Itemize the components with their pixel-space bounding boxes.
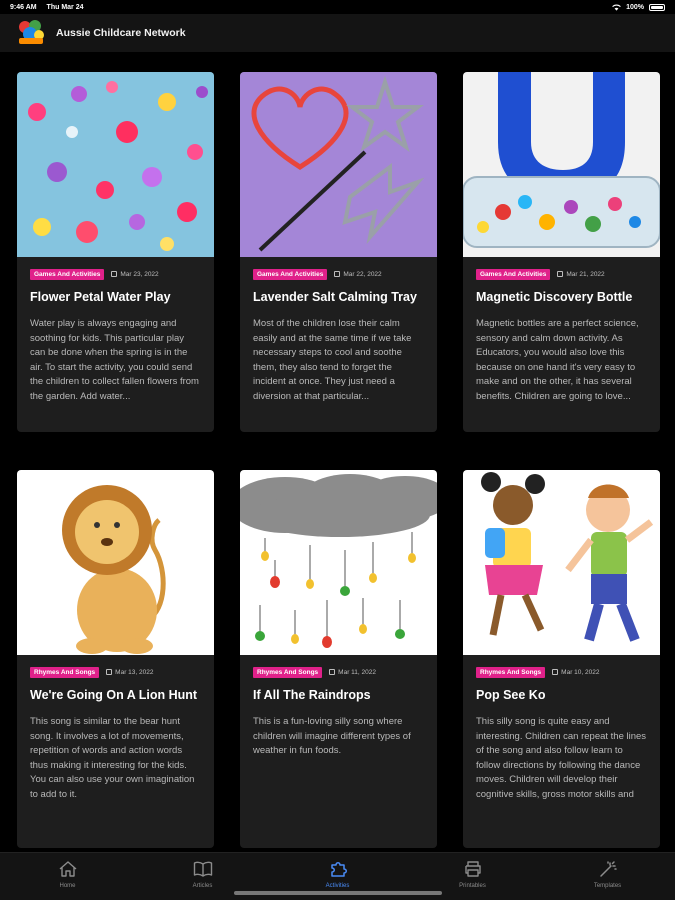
date-text: Mar 23, 2022 — [120, 270, 159, 278]
card-title[interactable]: If All The Raindrops — [253, 688, 371, 702]
battery-percent: 100% — [626, 3, 644, 11]
tab-home[interactable] — [0, 853, 135, 900]
calendar-icon — [111, 271, 117, 277]
printer-icon — [463, 860, 483, 878]
card-excerpt: This song is similar to the bear hunt song. It involves a lot of movements, repetition of words and action words thus making it interesting for the kids. You can also use your own imagination to add to it. — [30, 716, 195, 800]
activities-grid — [0, 52, 675, 852]
date-text: Mar 10, 2022 — [561, 668, 600, 676]
post-date — [557, 271, 604, 278]
card-title[interactable]: Pop See Ko — [476, 688, 546, 702]
battery-icon — [649, 4, 665, 11]
category-badge[interactable]: Rhymes And Songs — [476, 667, 545, 678]
card-image-dancing-kids — [463, 470, 660, 655]
tab-label: Templates — [593, 883, 622, 889]
card-title[interactable]: Flower Petal Water Play — [30, 290, 171, 304]
app-title: Aussie Childcare Network — [56, 27, 186, 39]
card-excerpt: This is a fun-loving silly song where children will imagine different types of weather in fun foods. — [253, 716, 411, 756]
home-indicator — [234, 891, 442, 895]
tab-templates[interactable] — [540, 853, 675, 900]
date-text: Mar 21, 2022 — [566, 270, 605, 278]
article-card[interactable] — [463, 470, 660, 848]
card-title[interactable]: We're Going On A Lion Hunt — [30, 688, 198, 702]
tab-label: Printables — [459, 883, 486, 889]
card-title[interactable]: Magnetic Discovery Bottle — [476, 290, 633, 304]
category-badge[interactable]: Games And Activities — [30, 269, 104, 280]
card-excerpt: This silly song is quite easy and interesting. Children can repeat the lines of the song and also follow learn to follow directions by following the dance moves. Children will develop their cognitive skills, gross motor skills and — [476, 716, 647, 800]
post-date — [111, 271, 158, 278]
date-text: Mar 11, 2022 — [338, 668, 376, 676]
calendar-icon — [552, 669, 558, 675]
post-date — [329, 669, 376, 676]
category-badge[interactable]: Games And Activities — [253, 269, 327, 280]
status-date: Thu Mar 24 — [46, 3, 84, 11]
app-header — [0, 14, 675, 52]
calendar-icon — [106, 669, 112, 675]
card-excerpt: Most of the children lose their calm easily and at the same time if we take necessary steps to cool and soothe them, they also tend to forget the incident at once. They just need a diversion at that particular... — [253, 318, 412, 402]
magic-wand-icon — [598, 860, 618, 878]
tab-label: Articles — [192, 883, 213, 889]
calendar-icon — [329, 669, 335, 675]
category-badge[interactable]: Rhymes And Songs — [30, 667, 99, 678]
card-image-lavender-tray — [240, 72, 437, 257]
puzzle-icon — [328, 860, 348, 878]
card-image-lion — [17, 470, 214, 655]
date-text: Mar 13, 2022 — [115, 668, 154, 676]
card-title[interactable]: Lavender Salt Calming Tray — [253, 290, 417, 304]
card-image-raindrops — [240, 470, 437, 655]
wifi-icon — [612, 4, 621, 11]
app-logo — [16, 19, 46, 47]
calendar-icon — [557, 271, 563, 277]
category-badge[interactable]: Games And Activities — [476, 269, 550, 280]
post-date — [106, 669, 153, 676]
category-badge[interactable]: Rhymes And Songs — [253, 667, 322, 678]
date-text: Mar 22, 2022 — [343, 270, 382, 278]
article-card[interactable] — [240, 72, 437, 432]
article-card[interactable] — [17, 72, 214, 432]
card-image-magnetic-bottle — [463, 72, 660, 257]
card-excerpt: Water play is always engaging and soothing for kids. This particular play can be done when the spring is in the air. To start the activity, you could send the children to collect fallen flowers from the garden. Add water... — [30, 318, 199, 402]
post-date — [334, 271, 381, 278]
tab-label: Home — [59, 883, 76, 889]
status-time: 9:46 AM — [10, 3, 37, 11]
status-bar — [0, 0, 675, 14]
article-card[interactable] — [240, 470, 437, 848]
book-icon — [193, 860, 213, 878]
card-image-flower-water — [17, 72, 214, 257]
calendar-icon — [334, 271, 340, 277]
article-card[interactable] — [463, 72, 660, 432]
home-icon — [58, 860, 78, 878]
card-excerpt: Magnetic bottles are a perfect science, sensory and calm down activity. As Educators, you would also love this because on one hand it's very easy to make and on the other, it has several benefits. Children are going to love... — [476, 318, 639, 402]
article-card[interactable] — [17, 470, 214, 848]
tab-label: Activities — [325, 883, 350, 889]
post-date — [552, 669, 599, 676]
